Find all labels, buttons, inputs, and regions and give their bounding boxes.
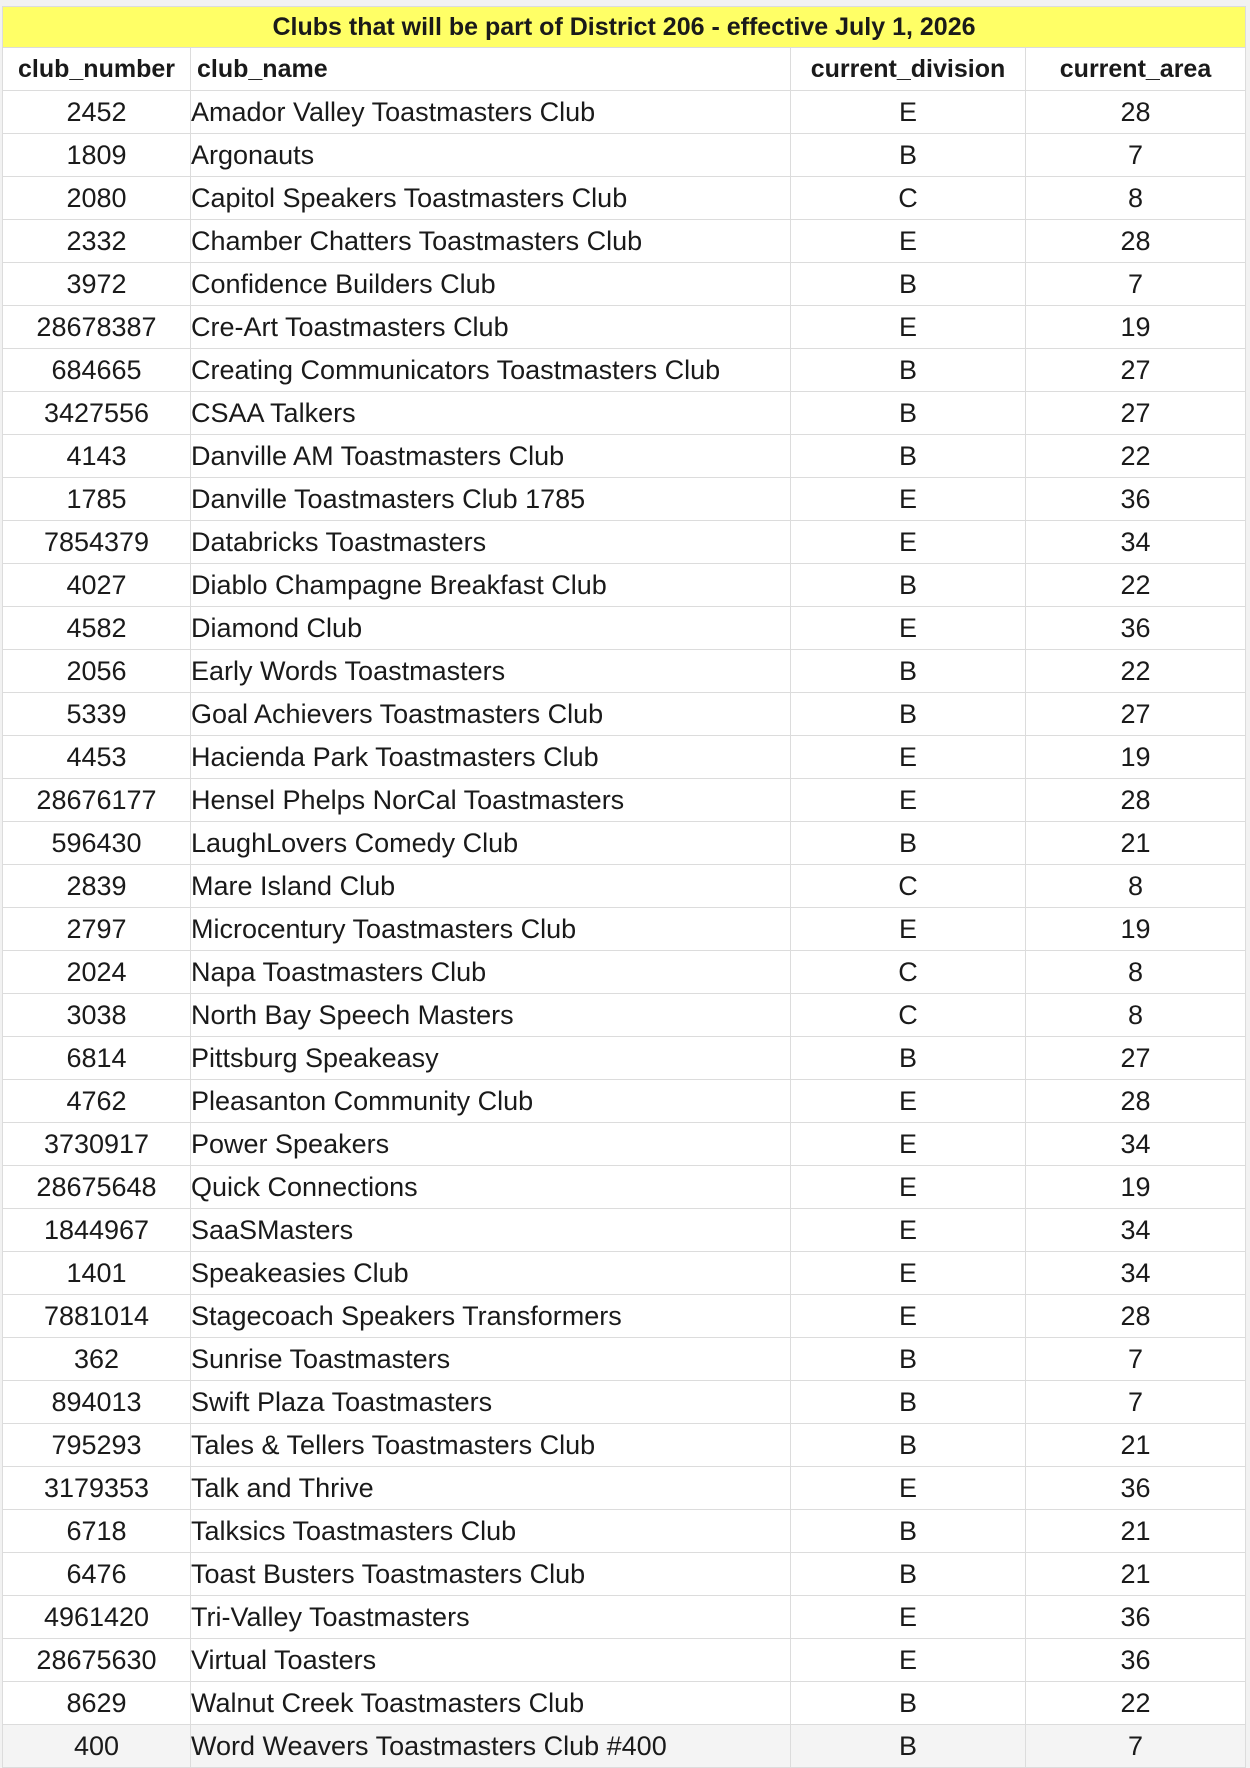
table-row	[3, 1123, 1246, 1166]
club-name-cell[interactable]: Amador Valley Toastmasters Club	[191, 91, 791, 134]
table-row	[3, 1252, 1246, 1295]
table-row	[3, 263, 1246, 306]
title-row	[3, 7, 1246, 48]
current-division-cell[interactable]: E	[791, 1639, 1026, 1682]
club-number-cell[interactable]: 4027	[3, 564, 191, 607]
table-row	[3, 564, 1246, 607]
table-row	[3, 951, 1246, 994]
club-name-cell[interactable]: Toast Busters Toastmasters Club	[191, 1553, 791, 1596]
club-number-cell[interactable]: 4453	[3, 736, 191, 779]
table-row	[3, 779, 1246, 822]
club-name-cell[interactable]: Sunrise Toastmasters	[191, 1338, 791, 1381]
club-number-cell[interactable]: 2332	[3, 220, 191, 263]
table-row	[3, 1424, 1246, 1467]
current-division-cell[interactable]: B	[791, 1682, 1026, 1725]
current-division-cell[interactable]: B	[791, 392, 1026, 435]
table-row	[3, 822, 1246, 865]
current-division-cell[interactable]: E	[791, 91, 1026, 134]
current-division-cell[interactable]: B	[791, 134, 1026, 177]
club-number-cell[interactable]: 28678387	[3, 306, 191, 349]
current-division-cell[interactable]: E	[791, 1295, 1026, 1338]
current-area-cell[interactable]: 7	[1026, 1338, 1246, 1381]
club-name-cell[interactable]: Tales & Tellers Toastmasters Club	[191, 1424, 791, 1467]
table-row	[3, 1596, 1246, 1639]
club-name-cell[interactable]: Confidence Builders Club	[191, 263, 791, 306]
club-number-cell[interactable]: 4961420	[3, 1596, 191, 1639]
club-number-cell[interactable]: 1809	[3, 134, 191, 177]
club-name-cell[interactable]: CSAA Talkers	[191, 392, 791, 435]
current-division-cell[interactable]: E	[791, 1596, 1026, 1639]
club-number-cell[interactable]: 7881014	[3, 1295, 191, 1338]
club-number-cell[interactable]: 4762	[3, 1080, 191, 1123]
current-division-cell[interactable]: B	[791, 263, 1026, 306]
current-division-cell[interactable]: B	[791, 1553, 1026, 1596]
table-row	[3, 91, 1246, 134]
club-number-cell[interactable]: 684665	[3, 349, 191, 392]
club-name-cell[interactable]: LaughLovers Comedy Club	[191, 822, 791, 865]
club-number-cell[interactable]: 28675648	[3, 1166, 191, 1209]
club-number-cell[interactable]: 7854379	[3, 521, 191, 564]
current-area-cell[interactable]: 8	[1026, 177, 1246, 220]
club-number-cell[interactable]: 5339	[3, 693, 191, 736]
table-row	[3, 908, 1246, 951]
club-name-cell[interactable]: Diamond Club	[191, 607, 791, 650]
current-division-cell[interactable]: B	[791, 1725, 1026, 1768]
current-area-cell[interactable]: 27	[1026, 349, 1246, 392]
current-area-cell[interactable]: 19	[1026, 1166, 1246, 1209]
club-name-cell[interactable]: Hacienda Park Toastmasters Club	[191, 736, 791, 779]
current-division-cell[interactable]: E	[791, 521, 1026, 564]
club-number-cell[interactable]: 2080	[3, 177, 191, 220]
current-division-cell[interactable]: B	[791, 435, 1026, 478]
club-number-cell[interactable]: 28676177	[3, 779, 191, 822]
current-division-cell[interactable]: B	[791, 564, 1026, 607]
current-area-cell[interactable]: 36	[1026, 1639, 1246, 1682]
current-division-cell[interactable]: E	[791, 1209, 1026, 1252]
clubs-table	[2, 6, 1246, 1768]
club-name-cell[interactable]: Speakeasies Club	[191, 1252, 791, 1295]
current-division-cell[interactable]: C	[791, 177, 1026, 220]
current-division-cell[interactable]: E	[791, 1467, 1026, 1510]
club-name-cell[interactable]: Word Weavers Toastmasters Club #400	[191, 1725, 791, 1768]
club-number-cell[interactable]: 3427556	[3, 392, 191, 435]
club-name-cell[interactable]: Virtual Toasters	[191, 1639, 791, 1682]
current-division-cell[interactable]: B	[791, 1510, 1026, 1553]
club-number-cell[interactable]: 4143	[3, 435, 191, 478]
club-name-cell[interactable]: Databricks Toastmasters	[191, 521, 791, 564]
club-number-cell[interactable]: 6718	[3, 1510, 191, 1553]
current-division-cell[interactable]: B	[791, 1338, 1026, 1381]
current-area-cell[interactable]: 28	[1026, 1295, 1246, 1338]
current-area-cell[interactable]: 28	[1026, 220, 1246, 263]
club-name-cell[interactable]: Goal Achievers Toastmasters Club	[191, 693, 791, 736]
table-row	[3, 177, 1246, 220]
club-number-cell[interactable]: 2056	[3, 650, 191, 693]
table-row	[3, 306, 1246, 349]
table-row	[3, 1295, 1246, 1338]
club-number-cell[interactable]: 6476	[3, 1553, 191, 1596]
club-number-cell[interactable]: 894013	[3, 1381, 191, 1424]
club-number-cell[interactable]: 2797	[3, 908, 191, 951]
club-number-cell[interactable]: 596430	[3, 822, 191, 865]
club-number-cell[interactable]: 2024	[3, 951, 191, 994]
table-row	[3, 1639, 1246, 1682]
club-number-cell[interactable]: 3038	[3, 994, 191, 1037]
current-division-cell[interactable]: E	[791, 1123, 1026, 1166]
column-header-club-name[interactable]: club_name	[191, 48, 791, 91]
table-row	[3, 478, 1246, 521]
table-row	[3, 1037, 1246, 1080]
club-number-cell[interactable]: 1401	[3, 1252, 191, 1295]
club-name-cell[interactable]: Creating Communicators Toastmasters Club	[191, 349, 791, 392]
table-row	[3, 1080, 1246, 1123]
table-row	[3, 693, 1246, 736]
current-area-cell[interactable]: 36	[1026, 1596, 1246, 1639]
current-area-cell[interactable]: 7	[1026, 134, 1246, 177]
current-division-cell[interactable]: E	[791, 779, 1026, 822]
current-division-cell[interactable]: B	[791, 693, 1026, 736]
current-area-cell[interactable]: 28	[1026, 779, 1246, 822]
current-area-cell[interactable]: 21	[1026, 822, 1246, 865]
club-name-cell[interactable]: Early Words Toastmasters	[191, 650, 791, 693]
current-area-cell[interactable]: 19	[1026, 736, 1246, 779]
current-area-cell[interactable]: 36	[1026, 607, 1246, 650]
club-name-cell[interactable]: Pittsburg Speakeasy	[191, 1037, 791, 1080]
table-row	[3, 1725, 1246, 1768]
current-area-cell[interactable]: 22	[1026, 1682, 1246, 1725]
club-name-cell[interactable]: Mare Island Club	[191, 865, 791, 908]
club-name-cell[interactable]: Capitol Speakers Toastmasters Club	[191, 177, 791, 220]
header-row	[3, 48, 1246, 91]
table-row	[3, 1510, 1246, 1553]
current-area-cell[interactable]: 8	[1026, 951, 1246, 994]
current-area-cell[interactable]: 7	[1026, 1381, 1246, 1424]
current-division-cell[interactable]: E	[791, 1166, 1026, 1209]
club-name-cell[interactable]: Stagecoach Speakers Transformers	[191, 1295, 791, 1338]
club-name-cell[interactable]: Diablo Champagne Breakfast Club	[191, 564, 791, 607]
current-area-cell[interactable]: 27	[1026, 1037, 1246, 1080]
current-area-cell[interactable]: 27	[1026, 392, 1246, 435]
club-name-cell[interactable]: North Bay Speech Masters	[191, 994, 791, 1037]
club-name-cell[interactable]: Tri-Valley Toastmasters	[191, 1596, 791, 1639]
current-area-cell[interactable]: 7	[1026, 1725, 1246, 1768]
current-area-cell[interactable]: 21	[1026, 1510, 1246, 1553]
table-row	[3, 1338, 1246, 1381]
club-number-cell[interactable]: 1844967	[3, 1209, 191, 1252]
club-name-cell[interactable]: Talksics Toastmasters Club	[191, 1510, 791, 1553]
current-division-cell[interactable]: C	[791, 951, 1026, 994]
club-number-cell[interactable]: 28675630	[3, 1639, 191, 1682]
current-area-cell[interactable]: 28	[1026, 91, 1246, 134]
club-number-cell[interactable]: 362	[3, 1338, 191, 1381]
club-number-cell[interactable]: 8629	[3, 1682, 191, 1725]
current-division-cell[interactable]: B	[791, 1424, 1026, 1467]
club-number-cell[interactable]: 4582	[3, 607, 191, 650]
club-name-cell[interactable]: Cre-Art Toastmasters Club	[191, 306, 791, 349]
club-number-cell[interactable]: 795293	[3, 1424, 191, 1467]
current-area-cell[interactable]: 21	[1026, 1553, 1246, 1596]
current-area-cell[interactable]: 28	[1026, 1080, 1246, 1123]
table-row	[3, 1209, 1246, 1252]
current-division-cell[interactable]: C	[791, 994, 1026, 1037]
club-name-cell[interactable]: Argonauts	[191, 134, 791, 177]
table-row	[3, 220, 1246, 263]
table-row	[3, 865, 1246, 908]
table-row	[3, 650, 1246, 693]
table-row	[3, 736, 1246, 779]
current-area-cell[interactable]: 19	[1026, 306, 1246, 349]
club-name-cell[interactable]: Hensel Phelps NorCal Toastmasters	[191, 779, 791, 822]
table-row	[3, 134, 1246, 177]
current-area-cell[interactable]: 8	[1026, 994, 1246, 1037]
club-name-cell[interactable]: Power Speakers	[191, 1123, 791, 1166]
table-row	[3, 994, 1246, 1037]
table-row	[3, 1682, 1246, 1725]
club-number-cell[interactable]: 3730917	[3, 1123, 191, 1166]
club-number-cell[interactable]: 3972	[3, 263, 191, 306]
current-division-cell[interactable]: E	[791, 220, 1026, 263]
current-area-cell[interactable]: 22	[1026, 435, 1246, 478]
current-division-cell[interactable]: E	[791, 306, 1026, 349]
club-name-cell[interactable]: Walnut Creek Toastmasters Club	[191, 1682, 791, 1725]
current-division-cell[interactable]: C	[791, 865, 1026, 908]
current-division-cell[interactable]: E	[791, 736, 1026, 779]
table-row	[3, 521, 1246, 564]
club-name-cell[interactable]: Talk and Thrive	[191, 1467, 791, 1510]
current-area-cell[interactable]: 34	[1026, 1252, 1246, 1295]
current-area-cell[interactable]: 27	[1026, 693, 1246, 736]
club-number-cell[interactable]: 2452	[3, 91, 191, 134]
current-division-cell[interactable]: B	[791, 650, 1026, 693]
current-area-cell[interactable]: 21	[1026, 1424, 1246, 1467]
club-name-cell[interactable]: Microcentury Toastmasters Club	[191, 908, 791, 951]
club-name-cell[interactable]: Danville Toastmasters Club 1785	[191, 478, 791, 521]
club-number-cell[interactable]: 1785	[3, 478, 191, 521]
column-header-current-area[interactable]: current_area	[1026, 48, 1246, 91]
table-row	[3, 1166, 1246, 1209]
current-division-cell[interactable]: E	[791, 607, 1026, 650]
table-row	[3, 349, 1246, 392]
club-number-cell[interactable]: 3179353	[3, 1467, 191, 1510]
table-row	[3, 1381, 1246, 1424]
current-area-cell[interactable]: 36	[1026, 478, 1246, 521]
current-area-cell[interactable]: 34	[1026, 1123, 1246, 1166]
current-division-cell[interactable]: B	[791, 1381, 1026, 1424]
current-area-cell[interactable]: 34	[1026, 1209, 1246, 1252]
current-area-cell[interactable]: 19	[1026, 908, 1246, 951]
current-area-cell[interactable]: 22	[1026, 564, 1246, 607]
club-number-cell[interactable]: 400	[3, 1725, 191, 1768]
current-division-cell[interactable]: E	[791, 908, 1026, 951]
table-row	[3, 392, 1246, 435]
current-area-cell[interactable]: 8	[1026, 865, 1246, 908]
current-area-cell[interactable]: 36	[1026, 1467, 1246, 1510]
column-header-club-number[interactable]: club_number	[3, 48, 191, 91]
club-name-cell[interactable]: Swift Plaza Toastmasters	[191, 1381, 791, 1424]
table-row	[3, 1553, 1246, 1596]
club-name-cell[interactable]: SaaSMasters	[191, 1209, 791, 1252]
table-row	[3, 435, 1246, 478]
club-name-cell[interactable]: Quick Connections	[191, 1166, 791, 1209]
club-number-cell[interactable]: 2839	[3, 865, 191, 908]
table-row	[3, 1467, 1246, 1510]
club-name-cell[interactable]: Napa Toastmasters Club	[191, 951, 791, 994]
current-division-cell[interactable]: B	[791, 349, 1026, 392]
column-header-current-division[interactable]: current_division	[791, 48, 1026, 91]
current-division-cell[interactable]: E	[791, 1252, 1026, 1295]
current-division-cell[interactable]: E	[791, 478, 1026, 521]
current-area-cell[interactable]: 22	[1026, 650, 1246, 693]
club-name-cell[interactable]: Chamber Chatters Toastmasters Club	[191, 220, 791, 263]
current-division-cell[interactable]: E	[791, 1080, 1026, 1123]
club-name-cell[interactable]: Pleasanton Community Club	[191, 1080, 791, 1123]
table-row	[3, 607, 1246, 650]
table-title[interactable]: Clubs that will be part of District 206 - effective July 1, 2026	[3, 7, 1246, 48]
club-number-cell[interactable]: 6814	[3, 1037, 191, 1080]
current-division-cell[interactable]: B	[791, 1037, 1026, 1080]
club-name-cell[interactable]: Danville AM Toastmasters Club	[191, 435, 791, 478]
current-area-cell[interactable]: 7	[1026, 263, 1246, 306]
current-area-cell[interactable]: 34	[1026, 521, 1246, 564]
current-division-cell[interactable]: B	[791, 822, 1026, 865]
